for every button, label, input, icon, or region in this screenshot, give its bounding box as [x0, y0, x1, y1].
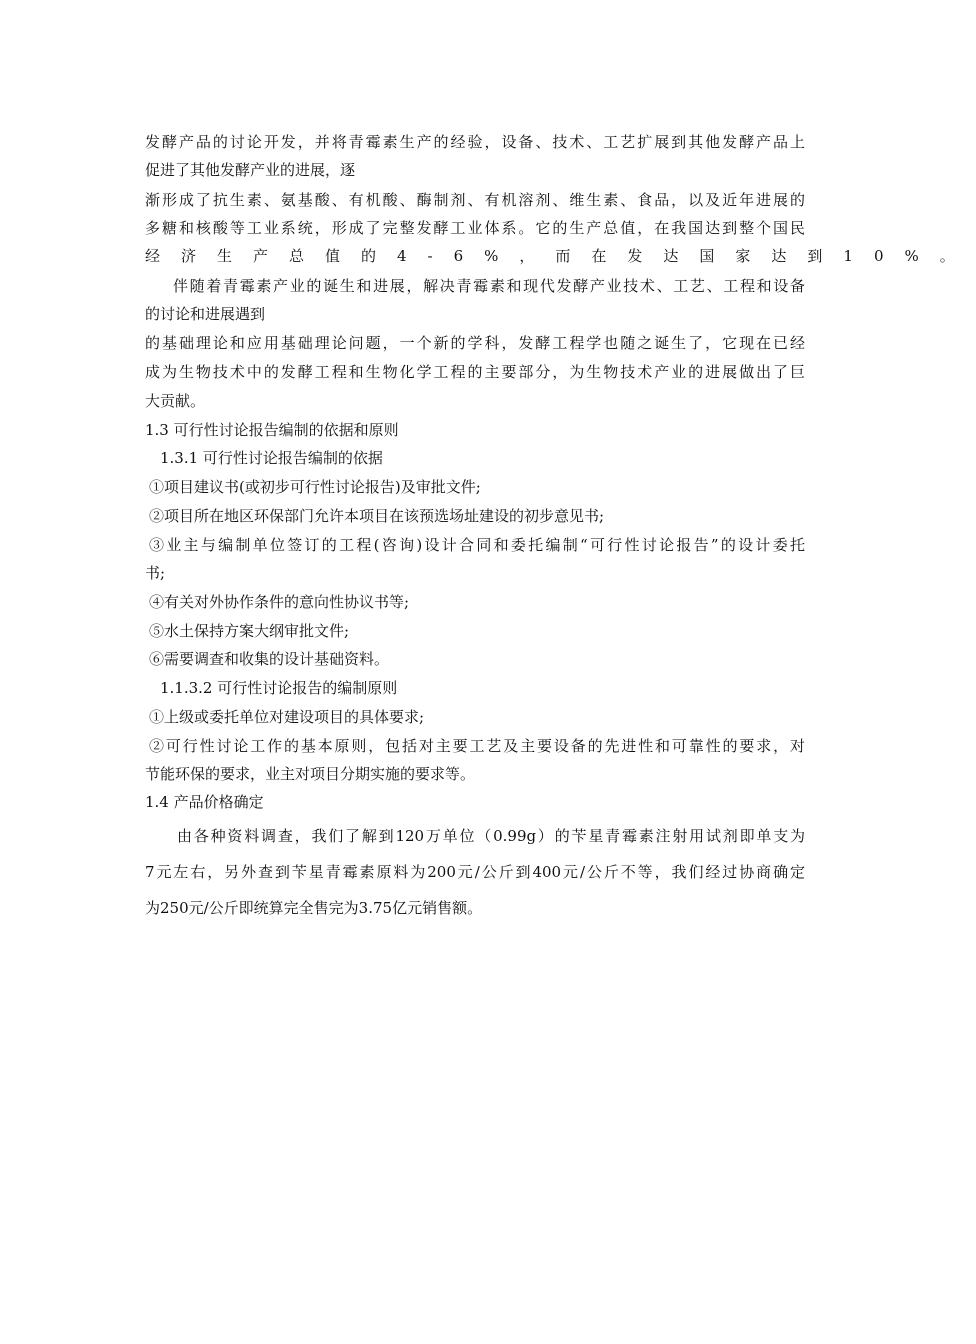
basis-item-2: ②项目所在地区环保部门允许本项目在该预选场址建设的初步意见书;	[149, 507, 605, 525]
p1-line-1: 发酵产品的讨论开发，并将青霉素生产的经验，设备、技术、工艺扩展到其他发酵产品上	[145, 133, 805, 151]
basis-item-6: ⑥需要调查和收集的设计基础资料。	[149, 650, 390, 668]
p2-line-2: 的讨论和进展遇到	[145, 305, 266, 323]
p1-line-5: 经济生产总值的4-6%，而在发达国家达到10%。	[145, 247, 976, 265]
price-line-1: 由各种资料调查，我们了解到120万单位（0.99g）的苄星青霉素注射用试剂即单支为	[177, 827, 805, 845]
principle-item-2-cont: 节能环保的要求，业主对项目分期实施的要求等。	[145, 765, 476, 783]
price-line-2: 7元左右，另外查到苄星青霉素原料为200元/公斤到400元/公斤不等，我们经过协商确定	[145, 863, 805, 881]
p1-line-2: 促进了其他发酵产业的进展，逐	[145, 161, 356, 179]
basis-item-3: ③业主与编制单位签订的工程(咨询)设计合同和委托编制“可行性讨论报告”的设计委托	[149, 536, 805, 554]
p1-line-3: 渐形成了抗生素、氨基酸、有机酸、酶制剂、有机溶剂、维生素、食品，以及近年进展的	[145, 191, 805, 209]
principle-item-1: ①上级或委托单位对建设项目的具体要求;	[149, 708, 425, 726]
basis-item-4: ④有关对外协作条件的意向性协议书等;	[149, 593, 410, 611]
p2-line-5: 大贡献。	[145, 392, 206, 410]
p2-line-1: 伴随着青霉素产业的诞生和进展，解决青霉素和现代发酵产业技术、工艺、工程和设备	[173, 277, 805, 295]
price-line-3: 为250元/公斤即统算完全售完为3.75亿元销售额。	[145, 899, 483, 917]
p2-line-4: 成为生物技术中的发酵工程和生物化学工程的主要部分，为生物技术产业的进展做出了巨	[145, 363, 805, 381]
basis-item-5: ⑤水土保持方案大纲审批文件;	[149, 622, 350, 640]
section-1-1-3-2-heading: 1.1.3.2 可行性讨论报告的编制原则	[160, 679, 398, 697]
basis-item-3-cont: 书;	[145, 564, 166, 582]
p2-line-3: 的基础理论和应用基础理论问题，一个新的学科，发酵工程学也随之诞生了，它现在已经	[145, 334, 805, 352]
section-1-3-heading: 1.3 可行性讨论报告编制的依据和原则	[145, 421, 399, 439]
section-1-4-heading: 1.4 产品价格确定	[145, 793, 264, 811]
basis-item-1: ①项目建议书(或初步可行性讨论报告)及审批文件;	[149, 478, 481, 496]
section-1-3-1-heading: 1.3.1 可行性讨论报告编制的依据	[160, 449, 383, 467]
p1-line-4: 多糖和核酸等工业系统，形成了完整发酵工业体系。它的生产总值，在我国达到整个国民	[145, 219, 805, 237]
principle-item-2: ②可行性讨论工作的基本原则，包括对主要工艺及主要设备的先进性和可靠性的要求，对	[149, 737, 805, 755]
